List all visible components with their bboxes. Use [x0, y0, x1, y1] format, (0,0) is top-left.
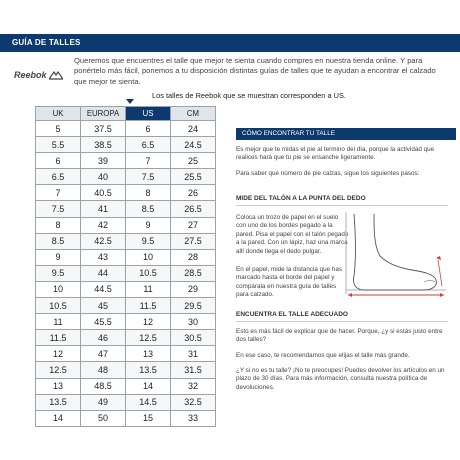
cell-europa: 49: [81, 394, 126, 410]
cell-cm: 28.5: [171, 265, 216, 281]
cell-europa: 40: [81, 169, 126, 185]
cell-us: 9: [126, 217, 171, 233]
cell-europa: 50: [81, 410, 126, 426]
cell-cm: 31.5: [171, 362, 216, 378]
section-heading-size: ENCUENTRA EL TALLE ADECUADO: [236, 311, 348, 318]
reebok-logo: [14, 68, 64, 82]
table-row: [36, 410, 216, 426]
table-row: [36, 185, 216, 201]
page-title: GUÍA DE TALLES: [0, 34, 460, 52]
cell-us: 14.5: [126, 394, 171, 410]
cell-europa: 45: [81, 298, 126, 314]
cell-cm: 27.5: [171, 233, 216, 249]
cell-us: 8.5: [126, 201, 171, 217]
guide-paragraph: En el papel, mide la distancia que has marcado hasta el borde del papel y compárala en nuestra guía de talles para calzado.: [236, 266, 343, 299]
cell-us: 12: [126, 314, 171, 330]
cell-us: 8: [126, 185, 171, 201]
cell-europa: 48.5: [81, 378, 126, 394]
table-row: [36, 394, 216, 410]
guide-paragraph: En ese caso, te recomendamos que elijas el talle más grande.: [236, 352, 410, 359]
cell-cm: 32: [171, 378, 216, 394]
cell-europa: 37.5: [81, 121, 126, 137]
column-header-uk: UK: [36, 107, 81, 121]
cell-us: 6.5: [126, 137, 171, 153]
cell-uk: 5: [36, 121, 81, 137]
table-row: [36, 265, 216, 281]
cell-europa: 45.5: [81, 314, 126, 330]
cell-uk: 12.5: [36, 362, 81, 378]
table-row: [36, 201, 216, 217]
cell-europa: 41: [81, 201, 126, 217]
table-row: [36, 153, 216, 169]
cell-cm: 29.5: [171, 298, 216, 314]
guide-paragraph: Es mejor que te midas el pie al termino del día, porque la actividad que realices hará que tu pie se ensanche ligeramente.: [236, 146, 435, 162]
cell-us: 11: [126, 281, 171, 297]
cell-cm: 31: [171, 346, 216, 362]
guide-paragraph: ¿Y si no es tu talle? ¡No te preocupes! Puedes devolver los artículos en un plazo de 30 días. Para más información, consulta nuestra política de devoluciones.: [236, 367, 445, 391]
table-row: [36, 137, 216, 153]
foot-measure-illustration: [340, 210, 452, 298]
table-row: [36, 233, 216, 249]
cell-uk: 11: [36, 314, 81, 330]
cell-europa: 48: [81, 362, 126, 378]
cell-europa: 44.5: [81, 281, 126, 297]
guide-paragraph: Para saber qué número de pie calzas, sigue los siguientes pasos:: [236, 170, 420, 177]
cell-cm: 29: [171, 281, 216, 297]
cell-us: 13.5: [126, 362, 171, 378]
guide-paragraph: Coloca un trozo de papel en el suelo con uno de los bordes pegado a la pared. Pisa el papel con el talón pegado a la pared. Con un lápiz, haz una marca allí donde llega el dedo pulgar.: [236, 214, 349, 255]
cell-us: 11.5: [126, 298, 171, 314]
cell-cm: 33: [171, 410, 216, 426]
cell-cm: 25.5: [171, 169, 216, 185]
cell-uk: 7: [36, 185, 81, 201]
cell-cm: 28: [171, 249, 216, 265]
logo-text: Reebok: [14, 70, 47, 80]
cell-europa: 42.5: [81, 233, 126, 249]
cell-europa: 42: [81, 217, 126, 233]
table-row: [36, 121, 216, 137]
size-table: [35, 106, 216, 427]
cell-uk: 8.5: [36, 233, 81, 249]
cell-us: 10: [126, 249, 171, 265]
intro-text: Queremos que encuentres el talle que mejor te sienta cuando compres en nuestra tienda online. Y para ponértelo más fácil, ponemos a tu disposición distintas guías de talles que te ayudan a encontrar el calzado que mejor te sienta.: [74, 56, 436, 86]
cell-europa: 46: [81, 330, 126, 346]
column-header-europa: EUROPA: [81, 107, 126, 121]
cell-uk: 10.5: [36, 298, 81, 314]
cell-cm: 32.5: [171, 394, 216, 410]
cell-uk: 11.5: [36, 330, 81, 346]
table-row: [36, 281, 216, 297]
cell-uk: 8: [36, 217, 81, 233]
us-column-indicator-icon: [126, 99, 134, 104]
table-row: [36, 362, 216, 378]
cell-uk: 6: [36, 153, 81, 169]
cell-uk: 12: [36, 346, 81, 362]
cell-cm: 24: [171, 121, 216, 137]
cell-us: 12.5: [126, 330, 171, 346]
cell-cm: 30.5: [171, 330, 216, 346]
section-heading-measure: MIDE DEL TALÓN A LA PUNTA DEL DEDO: [236, 195, 366, 202]
table-row: [36, 346, 216, 362]
cell-europa: 38.5: [81, 137, 126, 153]
table-row: [36, 378, 216, 394]
table-row: [36, 217, 216, 233]
cell-uk: 6.5: [36, 169, 81, 185]
delta-logo-icon: [49, 71, 63, 80]
guide-paragraph: Esto es más fácil de explicar que de hacer. Porque, ¿y si estás justo entre dos talles?: [236, 328, 443, 344]
table-row: [36, 298, 216, 314]
table-row: [36, 330, 216, 346]
cell-uk: 9: [36, 249, 81, 265]
cell-us: 14: [126, 378, 171, 394]
cell-uk: 5.5: [36, 137, 81, 153]
cell-us: 15: [126, 410, 171, 426]
cell-cm: 26: [171, 185, 216, 201]
cell-us: 6: [126, 121, 171, 137]
cell-us: 9.5: [126, 233, 171, 249]
cell-cm: 24.5: [171, 137, 216, 153]
cell-uk: 14: [36, 410, 81, 426]
table-row: [36, 169, 216, 185]
cell-europa: 43: [81, 249, 126, 265]
cell-cm: 30: [171, 314, 216, 330]
cell-europa: 47: [81, 346, 126, 362]
cell-europa: 39: [81, 153, 126, 169]
table-header-row: [36, 107, 216, 121]
cell-cm: 25: [171, 153, 216, 169]
divider: [236, 321, 448, 322]
table-row: [36, 249, 216, 265]
cell-uk: 10: [36, 281, 81, 297]
cell-uk: 9.5: [36, 265, 81, 281]
cell-uk: 13.5: [36, 394, 81, 410]
cell-cm: 27: [171, 217, 216, 233]
cell-uk: 13: [36, 378, 81, 394]
cell-us: 7.5: [126, 169, 171, 185]
table-caption: Los talles de Reebok que se muestran corresponden a US.: [152, 91, 346, 100]
cell-us: 13: [126, 346, 171, 362]
cell-europa: 40.5: [81, 185, 126, 201]
cell-uk: 7.5: [36, 201, 81, 217]
guide-section-bar: CÓMO ENCONTRAR TU TALLE: [236, 128, 456, 140]
table-row: [36, 314, 216, 330]
cell-cm: 26.5: [171, 201, 216, 217]
column-header-cm: CM: [171, 107, 216, 121]
cell-europa: 44: [81, 265, 126, 281]
cell-us: 7: [126, 153, 171, 169]
column-header-us: US: [126, 107, 171, 121]
divider: [236, 205, 448, 206]
cell-us: 10.5: [126, 265, 171, 281]
